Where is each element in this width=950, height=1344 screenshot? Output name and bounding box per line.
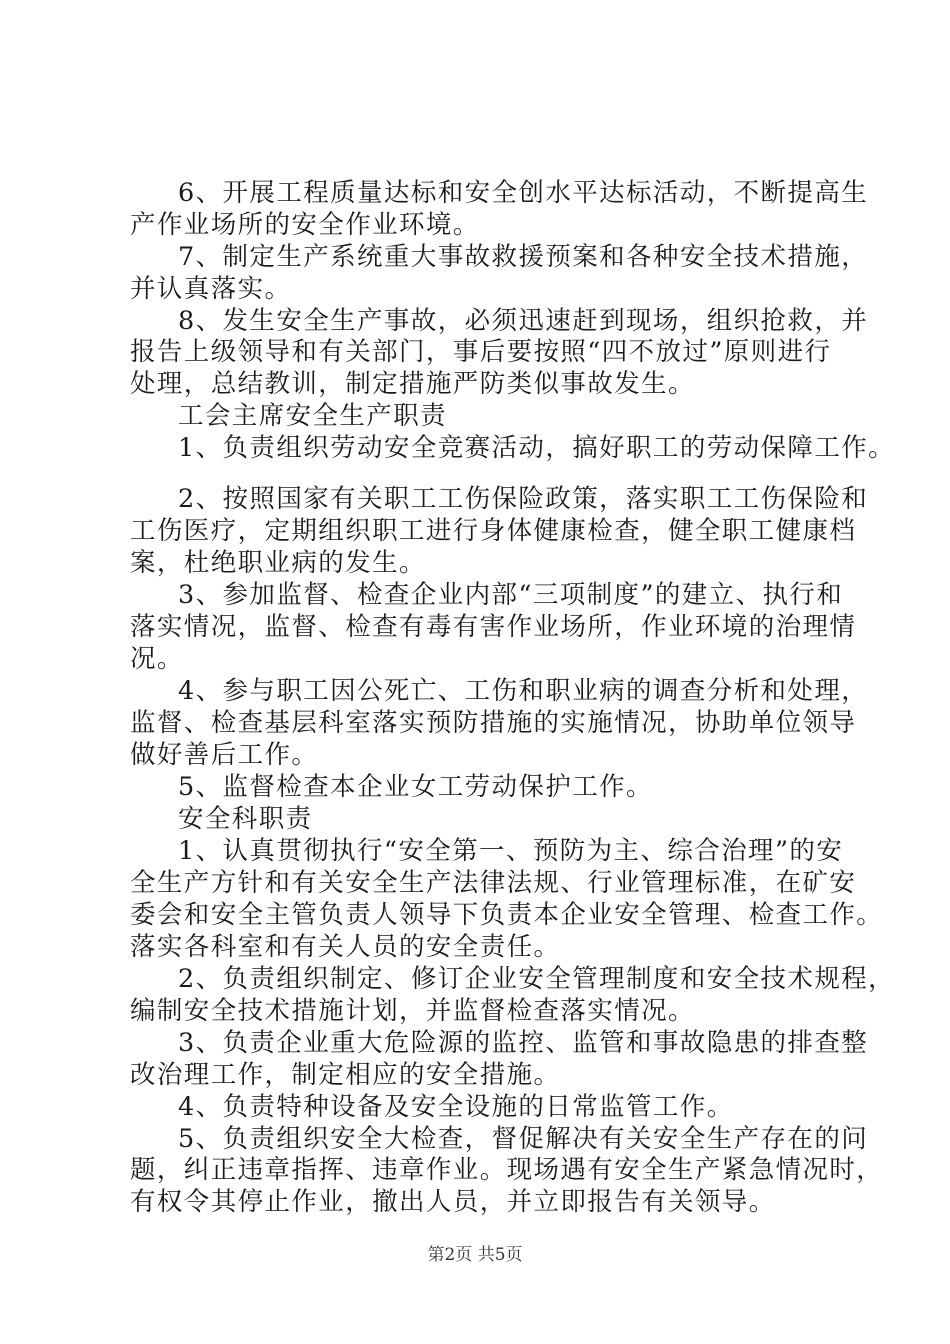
text-line: 案，杜绝职业病的发生。	[130, 548, 426, 578]
text-line: 有权令其停止作业，撤出人员，并立即报告有关领导。	[130, 1187, 776, 1217]
text-line: 改治理工作，制定相应的安全措施。	[130, 1060, 561, 1090]
text-line: 5、监督检查本企业女工劳动保护工作。	[178, 772, 653, 802]
text-line: 3、参加监督、检查企业内部“三项制度”的建立、执行和	[178, 580, 844, 610]
text-line: 5、负责组织安全大检查，督促解决有关安全生产存在的问	[178, 1124, 869, 1154]
text-line: 题，纠正违章指挥、违章作业。现场遇有安全生产紧急情况时，	[130, 1155, 884, 1185]
text-line: 6、开展工程质量达标和安全创水平达标活动，不断提高生	[178, 178, 869, 208]
text-line: 全生产方针和有关安全生产法律法规、行业管理标准，在矿安	[130, 868, 857, 898]
text-line: 8、发生安全生产事故，必须迅速赶到现场，组织抢救，并	[178, 306, 869, 336]
text-line: 做好善后工作。	[130, 740, 319, 770]
text-line: 落实情况，监督、检查有毒有害作业场所，作业环境的治理情	[130, 612, 857, 642]
text-line: 2、按照国家有关职工工伤保险政策，落实职工工伤保险和	[178, 484, 869, 514]
text-line: 处理，总结教训，制定措施严防类似事故发生。	[130, 369, 695, 399]
text-line: 工伤医疗，定期组织职工进行身体健康检查，健全职工健康档	[130, 516, 857, 546]
text-line: 2、负责组织制定、修订企业安全管理制度和安全技术规程，	[178, 964, 896, 994]
text-line: 3、负责企业重大危险源的监控、监管和事故隐患的排查整	[178, 1028, 869, 1058]
text-line: 产作业场所的安全作业环境。	[130, 210, 480, 240]
text-line: 监督、检查基层科室落实预防措施的实施情况，协助单位领导	[130, 708, 857, 738]
text-line: 落实各科室和有关人员的安全责任。	[130, 932, 561, 962]
text-line: 4、负责特种设备及安全设施的日常监管工作。	[178, 1092, 734, 1122]
text-line: 委会和安全主管负责人领导下负责本企业安全管理、检查工作。	[130, 900, 884, 930]
section-heading: 安全科职责	[178, 804, 313, 834]
text-line: 7、制定生产系统重大事故救援预案和各种安全技术措施，	[178, 242, 869, 272]
text-line: 1、认真贯彻执行“安全第一、预防为主、综合治理”的安	[178, 836, 844, 866]
text-line: 编制安全技术措施计划，并监督检查落实情况。	[130, 996, 695, 1026]
page-number: 第2页 共5页	[427, 1245, 523, 1265]
text-line: 报告上级领导和有关部门，事后要按照“四不放过”原则进行	[130, 337, 832, 367]
text-line: 并认真落实。	[130, 274, 292, 304]
text-line: 况。	[130, 644, 184, 674]
text-line: 1、负责组织劳动安全竞赛活动，搞好职工的劳动保障工作。	[178, 433, 896, 463]
section-heading: 工会主席安全生产职责	[178, 401, 448, 431]
text-line: 4、参与职工因公死亡、工伤和职业病的调查分析和处理，	[178, 676, 869, 706]
